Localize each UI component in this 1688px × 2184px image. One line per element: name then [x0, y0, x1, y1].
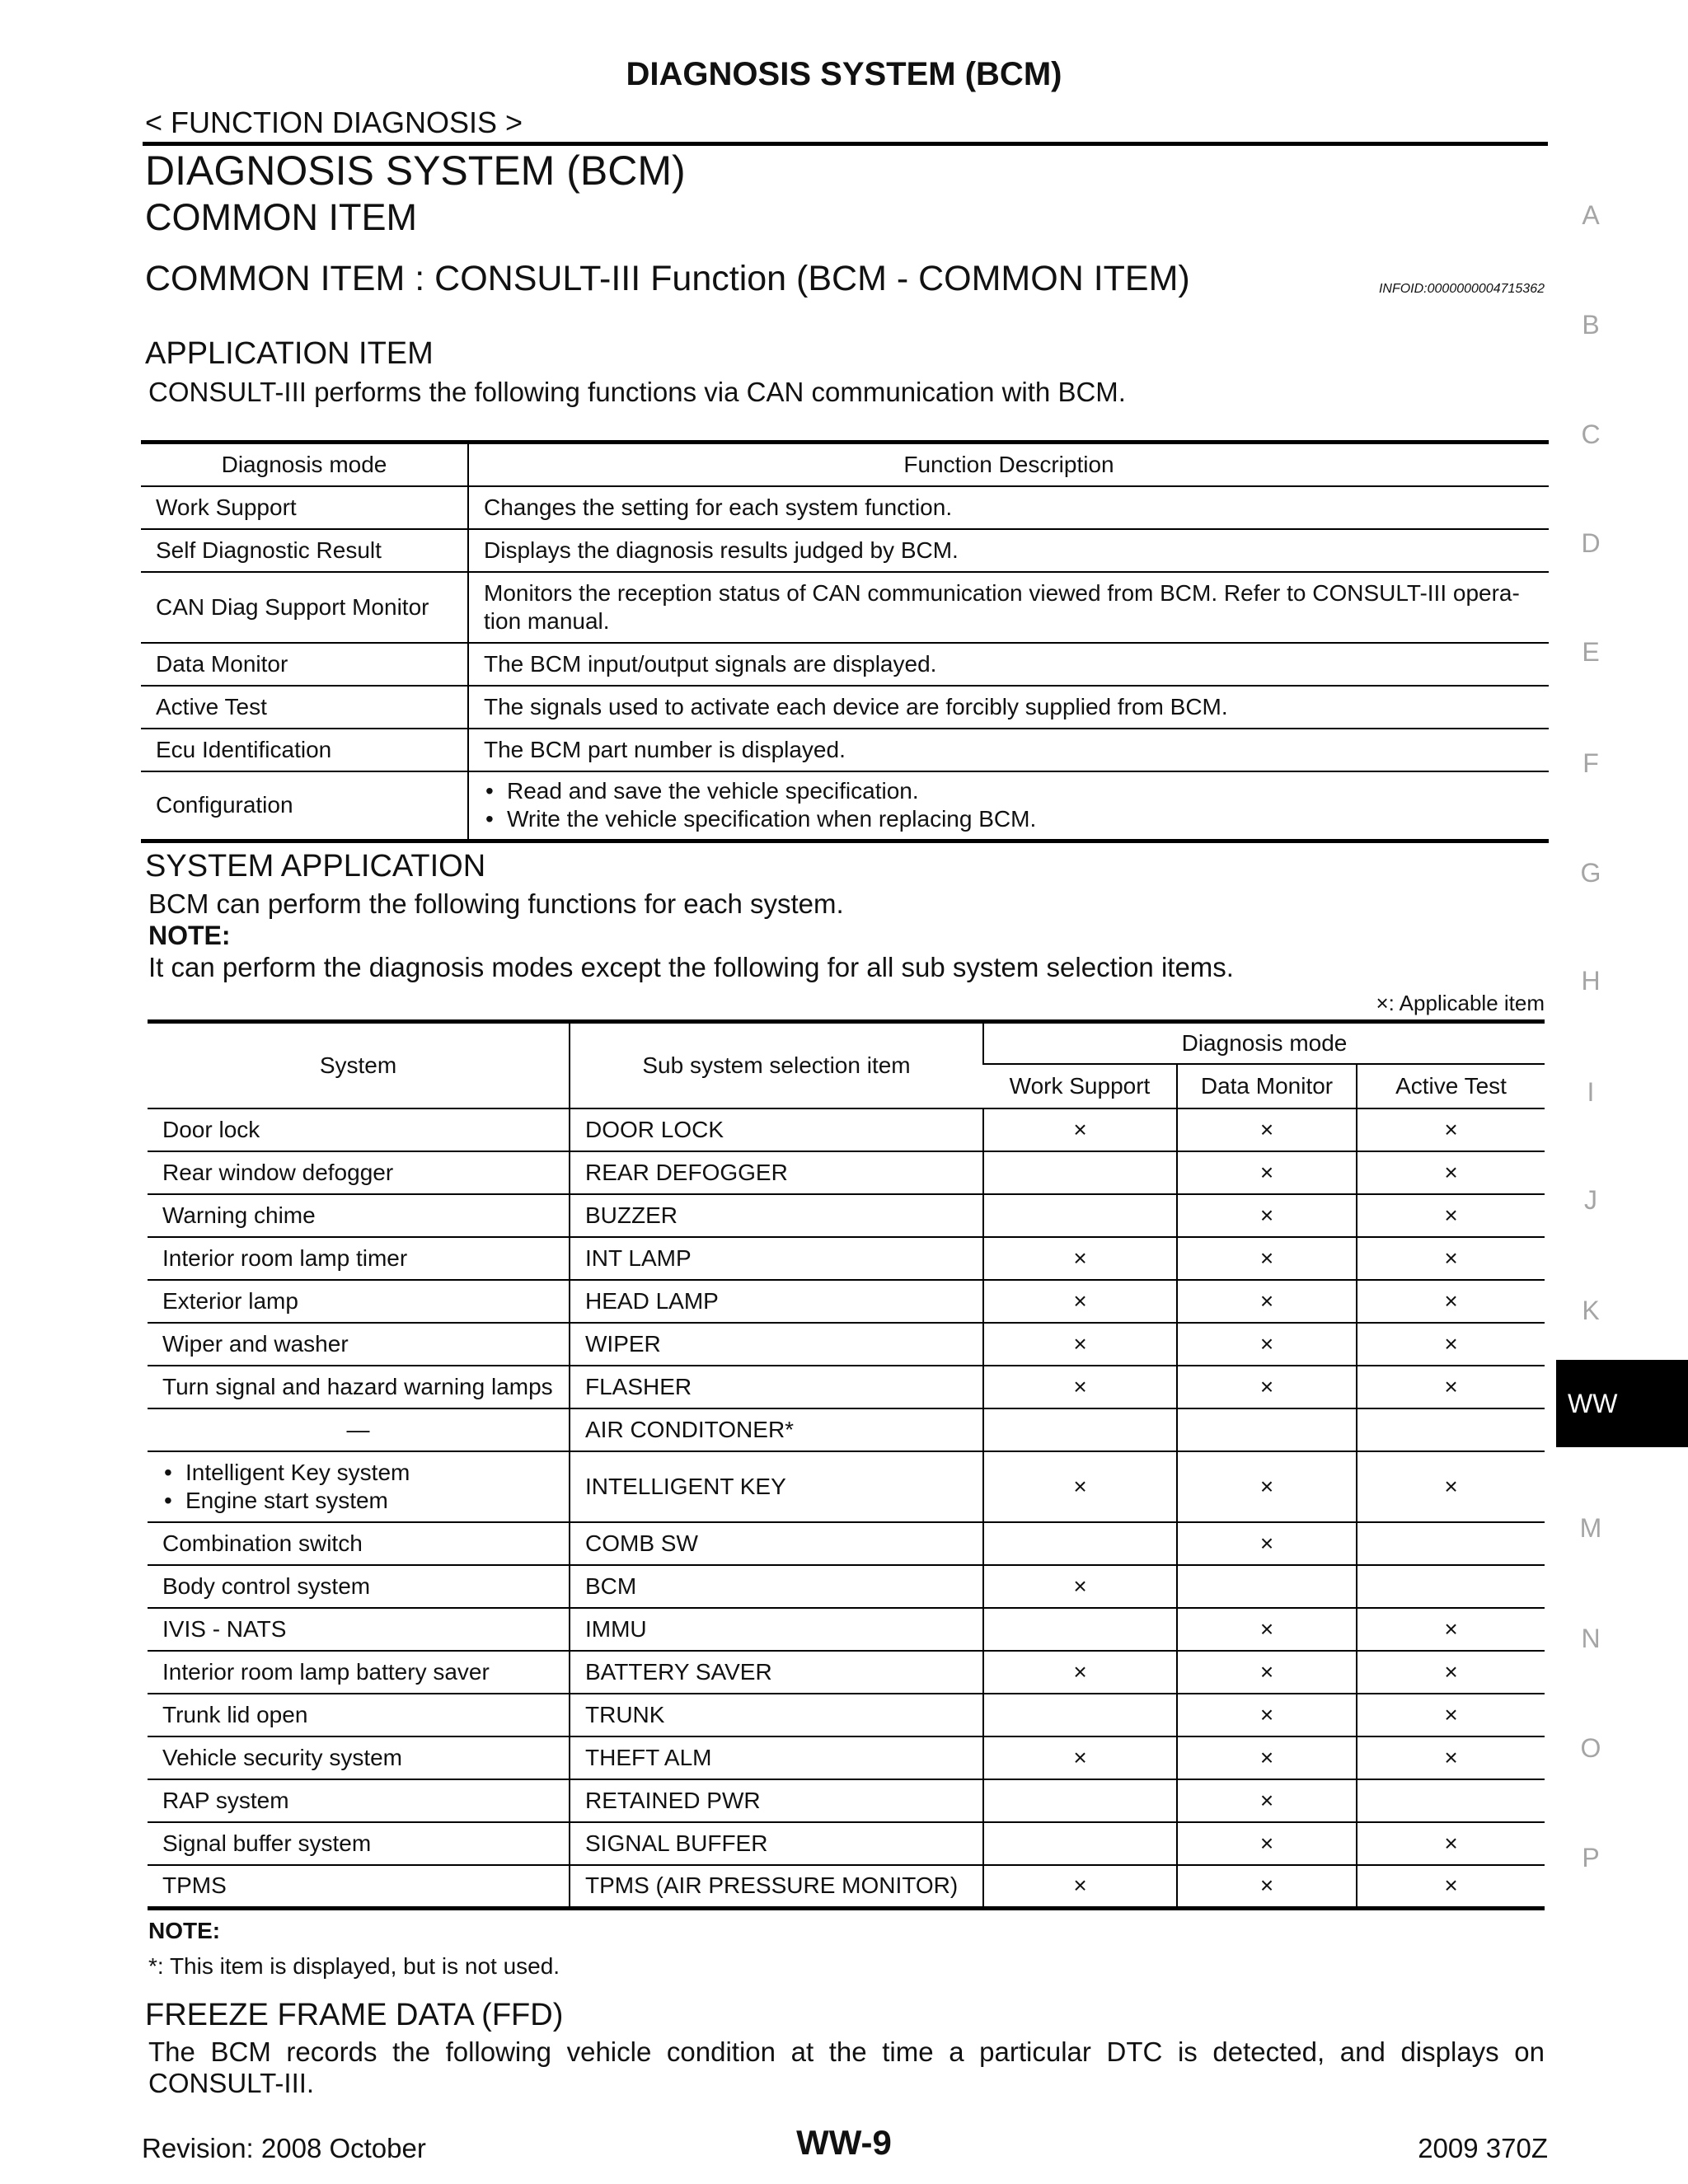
ffd-heading: FREEZE FRAME DATA (FFD)	[145, 1998, 564, 2032]
applicable-mark: ×	[1357, 1651, 1545, 1694]
application-item-intro: CONSULT-III performs the following functions via CAN communication with BCM.	[148, 377, 1126, 407]
mode-cell: CAN Diag Support Monitor	[141, 572, 468, 643]
sub-system-cell: THEFT ALM	[570, 1736, 983, 1779]
bullet-list	[162, 1459, 554, 1515]
sub-system-cell: BUZZER	[570, 1194, 983, 1237]
table-row	[148, 1366, 1545, 1408]
sub-system-cell: FLASHER	[570, 1366, 983, 1408]
mode-cell: Data Monitor	[141, 643, 468, 686]
footnote-text: *: This item is displayed, but is not used.	[148, 1953, 560, 1979]
page-number: WW-9	[796, 2123, 892, 2162]
side-tab-i[interactable]: I	[1587, 1077, 1595, 1107]
table-row	[148, 1408, 1545, 1451]
sub-system-cell: DOOR LOCK	[570, 1108, 983, 1151]
table-row	[148, 1522, 1545, 1565]
applicable-mark	[983, 1522, 1177, 1565]
sub-system-cell: TPMS (AIR PRESSURE MONITOR)	[570, 1865, 983, 1908]
desc-cell: The BCM part number is displayed.	[468, 729, 1549, 771]
table-row	[148, 1451, 1545, 1522]
side-tab-active[interactable]: WW	[1556, 1360, 1688, 1447]
side-tab-c[interactable]: C	[1581, 419, 1601, 449]
mode-cell: Configuration	[156, 792, 293, 818]
sub-system-cell: IMMU	[570, 1608, 983, 1651]
side-tab-n[interactable]: N	[1581, 1624, 1601, 1653]
applicable-mark	[1177, 1565, 1357, 1608]
table-row	[148, 1237, 1545, 1280]
sub-system-cell: REAR DEFOGGER	[570, 1151, 983, 1194]
note-text: It can perform the diagnosis modes except the following for all sub system selection items.	[148, 952, 1234, 982]
applicable-mark: ×	[1177, 1522, 1357, 1565]
system-application-table	[148, 1019, 1545, 1910]
system-cell: Body control system	[148, 1565, 570, 1608]
model-text: 2009 370Z	[1418, 2133, 1548, 2163]
applicable-mark: ×	[983, 1323, 1177, 1366]
application-item-heading: APPLICATION ITEM	[145, 336, 434, 371]
table-row	[148, 1651, 1545, 1694]
applicable-mark: ×	[983, 1366, 1177, 1408]
applicable-mark: ×	[983, 1651, 1177, 1694]
applicable-mark: ×	[983, 1865, 1177, 1908]
table-row	[141, 486, 1549, 529]
table-row	[148, 1694, 1545, 1736]
bullet-list	[484, 777, 1534, 833]
applicable-mark: ×	[1357, 1865, 1545, 1908]
applicable-mark: ×	[1177, 1779, 1357, 1822]
column-header: Function Description	[468, 443, 1549, 487]
system-cell: Trunk lid open	[148, 1694, 570, 1736]
applicable-mark: ×	[1357, 1280, 1545, 1323]
applicable-mark	[983, 1408, 1177, 1451]
applicable-mark	[1357, 1408, 1545, 1451]
application-item-table	[141, 440, 1549, 843]
column-header: Diagnosis mode	[141, 443, 468, 487]
applicable-mark: ×	[983, 1280, 1177, 1323]
applicable-mark: ×	[1357, 1366, 1545, 1408]
sub-system-cell: BCM	[570, 1565, 983, 1608]
system-cell: Rear window defogger	[148, 1151, 570, 1194]
list-item: • Read and save the vehicle specification.	[484, 777, 1534, 805]
table-row	[148, 1822, 1545, 1865]
table-row	[148, 1608, 1545, 1651]
applicable-mark: ×	[1357, 1608, 1545, 1651]
side-tab-g[interactable]: G	[1580, 858, 1601, 888]
applicable-mark: ×	[1357, 1694, 1545, 1736]
note-label: NOTE:	[148, 921, 231, 950]
list-item: • Intelligent Key system	[162, 1459, 554, 1487]
table-row	[141, 771, 1549, 841]
mode-cell: Work Support	[141, 486, 468, 529]
column-header: Work Support	[983, 1064, 1177, 1108]
info-id: INFOID:0000000004715362	[1378, 282, 1545, 296]
table-row	[148, 1280, 1545, 1323]
system-cell: Exterior lamp	[148, 1280, 570, 1323]
sub-system-cell: COMB SW	[570, 1522, 983, 1565]
applicable-mark	[1357, 1522, 1545, 1565]
side-tab-o[interactable]: O	[1580, 1733, 1601, 1763]
system-cell: Interior room lamp battery saver	[148, 1651, 570, 1694]
system-cell: Turn signal and hazard warning lamps	[148, 1366, 570, 1408]
table-row	[148, 1194, 1545, 1237]
system-cell: Warning chime	[148, 1194, 570, 1237]
applicable-mark: ×	[1357, 1822, 1545, 1865]
desc-cell: Displays the diagnosis results judged by BCM.	[468, 529, 1549, 572]
applicable-mark: ×	[1177, 1280, 1357, 1323]
side-tab-j[interactable]: J	[1584, 1185, 1597, 1215]
applicable-mark: ×	[1177, 1651, 1357, 1694]
table-row	[148, 1151, 1545, 1194]
topic-title: COMMON ITEM : CONSULT-III Function (BCM - COMMON ITEM)	[145, 259, 1190, 298]
applicable-mark	[983, 1694, 1177, 1736]
revision-text: Revision: 2008 October	[142, 2133, 426, 2163]
table-row	[148, 1108, 1545, 1151]
side-tab-k[interactable]: K	[1582, 1296, 1600, 1325]
desc-cell	[468, 771, 1549, 841]
header-rule	[143, 142, 1548, 146]
column-group-header: Diagnosis mode	[983, 1022, 1545, 1065]
applicable-mark	[983, 1822, 1177, 1865]
applicable-mark: ×	[1357, 1108, 1545, 1151]
side-tab-m[interactable]: M	[1579, 1513, 1602, 1543]
system-application-intro: BCM can perform the following functions for each system.	[148, 888, 844, 919]
applicable-mark: ×	[1177, 1451, 1357, 1522]
column-header: System	[148, 1022, 570, 1109]
applicable-mark: ×	[983, 1565, 1177, 1608]
ffd-text: The BCM records the following vehicle condition at the time a particular DTC is detected, and displays on CONSULT-III.	[148, 2036, 1545, 2098]
page-title: DIAGNOSIS SYSTEM (BCM)	[626, 56, 1062, 92]
applicable-mark: ×	[1177, 1865, 1357, 1908]
system-cell: Signal buffer system	[148, 1822, 570, 1865]
applicable-mark: ×	[983, 1108, 1177, 1151]
system-cell: —	[148, 1408, 570, 1451]
footnote-label: NOTE:	[148, 1918, 221, 1943]
applicable-mark: ×	[1177, 1822, 1357, 1865]
applicable-mark	[983, 1608, 1177, 1651]
applicable-mark: ×	[1177, 1694, 1357, 1736]
applicable-mark	[1177, 1408, 1357, 1451]
sub-system-cell: RETAINED PWR	[570, 1779, 983, 1822]
sub-system-cell: TRUNK	[570, 1694, 983, 1736]
side-tab-e[interactable]: E	[1582, 637, 1600, 667]
system-cell: Combination switch	[148, 1522, 570, 1565]
system-cell: Door lock	[148, 1108, 570, 1151]
sub-system-cell: INT LAMP	[570, 1237, 983, 1280]
side-tab-h[interactable]: H	[1581, 966, 1601, 996]
table-row	[148, 1565, 1545, 1608]
applicable-mark: ×	[1357, 1194, 1545, 1237]
sub-system-cell: BATTERY SAVER	[570, 1651, 983, 1694]
desc-cell: The signals used to activate each device are forcibly supplied from BCM.	[468, 686, 1549, 729]
sub-system-cell: SIGNAL BUFFER	[570, 1822, 983, 1865]
system-cell: RAP system	[148, 1779, 570, 1822]
table-row	[141, 643, 1549, 686]
system-cell: Vehicle security system	[148, 1736, 570, 1779]
list-item: • Engine start system	[162, 1487, 554, 1515]
column-header: Data Monitor	[1177, 1064, 1357, 1108]
applicable-mark: ×	[983, 1237, 1177, 1280]
applicable-mark: ×	[1357, 1237, 1545, 1280]
desc-cell: Monitors the reception status of CAN communication viewed from BCM. Refer to CONSULT-III opera- tion manual.	[468, 572, 1549, 643]
applicable-mark: ×	[1177, 1237, 1357, 1280]
table-row	[141, 529, 1549, 572]
column-header: Sub system selection item	[570, 1022, 983, 1109]
table-row	[148, 1736, 1545, 1779]
table-row	[148, 1323, 1545, 1366]
applicable-mark: ×	[1357, 1451, 1545, 1522]
applicable-mark: ×	[1357, 1323, 1545, 1366]
mode-cell: Ecu Identification	[141, 729, 468, 771]
table-row	[141, 686, 1549, 729]
mode-cell: Active Test	[141, 686, 468, 729]
table-row	[148, 1865, 1545, 1908]
applicable-mark: ×	[1177, 1736, 1357, 1779]
applicable-mark	[1357, 1779, 1545, 1822]
table-row	[141, 729, 1549, 771]
sub-system-cell: INTELLIGENT KEY	[570, 1451, 983, 1522]
side-tab-f[interactable]: F	[1582, 748, 1599, 778]
desc-cell: Changes the setting for each system function.	[468, 486, 1549, 529]
applicable-mark: ×	[1357, 1736, 1545, 1779]
applicable-mark	[983, 1194, 1177, 1237]
sub-system-cell: WIPER	[570, 1323, 983, 1366]
system-application-heading: SYSTEM APPLICATION	[145, 849, 486, 883]
system-cell	[148, 1451, 570, 1522]
applicable-mark: ×	[1177, 1194, 1357, 1237]
table-row	[141, 572, 1549, 643]
applicable-mark: ×	[1177, 1366, 1357, 1408]
applicable-mark: ×	[1177, 1108, 1357, 1151]
applicable-mark: ×	[983, 1451, 1177, 1522]
applicable-mark	[983, 1151, 1177, 1194]
applicable-mark: ×	[1357, 1151, 1545, 1194]
system-cell: TPMS	[162, 1872, 227, 1899]
system-cell: Wiper and washer	[148, 1323, 570, 1366]
mode-cell: Self Diagnostic Result	[141, 529, 468, 572]
sub-system-cell: HEAD LAMP	[570, 1280, 983, 1323]
applicable-mark	[983, 1779, 1177, 1822]
sub-system-cell: AIR CONDITONER*	[570, 1408, 983, 1451]
applicable-mark: ×	[1177, 1151, 1357, 1194]
applicable-mark: ×	[1177, 1608, 1357, 1651]
legend-text: ×: Applicable item	[1376, 991, 1545, 1015]
applicable-mark: ×	[983, 1736, 1177, 1779]
subsection-title: COMMON ITEM	[145, 196, 417, 238]
column-header: Active Test	[1357, 1064, 1545, 1108]
table-row	[148, 1779, 1545, 1822]
side-tab-a[interactable]: A	[1582, 200, 1600, 230]
breadcrumb: < FUNCTION DIAGNOSIS >	[145, 105, 523, 139]
applicable-mark	[1357, 1565, 1545, 1608]
side-tab-p[interactable]: P	[1582, 1843, 1600, 1872]
applicable-mark: ×	[1177, 1323, 1357, 1366]
desc-cell: The BCM input/output signals are displayed.	[468, 643, 1549, 686]
list-item: • Write the vehicle specification when replacing BCM.	[484, 805, 1534, 833]
side-tab-d[interactable]: D	[1581, 528, 1601, 558]
section-title: DIAGNOSIS SYSTEM (BCM)	[145, 148, 686, 194]
system-cell: Interior room lamp timer	[148, 1237, 570, 1280]
system-cell: IVIS - NATS	[148, 1608, 570, 1651]
side-tab-b[interactable]: B	[1582, 310, 1600, 340]
